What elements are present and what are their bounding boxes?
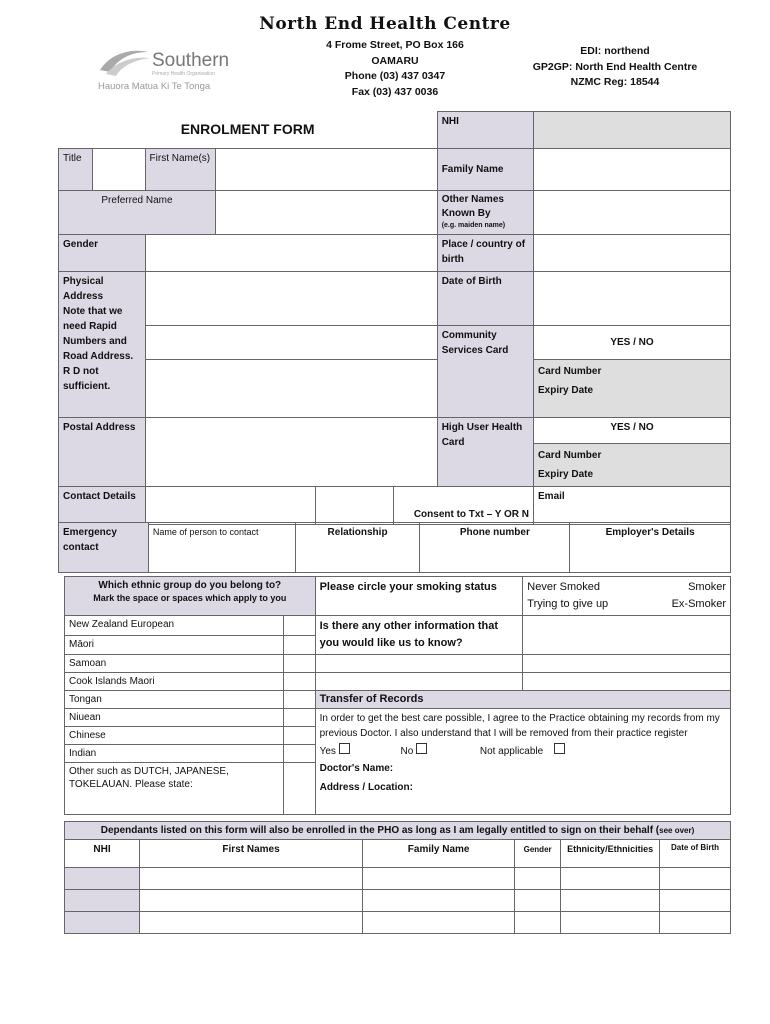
place-of-birth-field[interactable] [534,235,731,272]
dep-cell[interactable] [561,868,660,890]
dep-cell[interactable] [363,912,515,934]
contact-details-label: Contact Details [59,487,146,525]
emergency-contact-label: Emergency contact [59,523,149,573]
email-field[interactable]: Email [534,487,731,525]
ethnic-option: Chinese [65,727,284,745]
enrolment-table [58,111,731,525]
ethnic-checkbox[interactable] [283,635,315,655]
transfer-na-checkbox[interactable] [554,743,565,754]
dep-cell[interactable] [363,890,515,912]
logo-sub: Primary Health Organisation [152,71,215,77]
southern-logo [96,44,246,96]
ethnic-checkbox[interactable] [283,727,315,745]
edi-line: NZMC Reg: 18544 [570,76,660,88]
huhc-card-details[interactable] [534,444,731,487]
transfer-na: Not applicable [479,746,544,757]
preferred-name-field[interactable] [215,191,437,235]
gender-label: Gender [59,235,146,272]
transfer-title: Transfer of Records [315,691,730,709]
dep-col-dob: Date of Birth [660,840,731,868]
dep-cell[interactable] [515,868,561,890]
dep-cell[interactable] [561,912,660,934]
ethnic-checkbox[interactable] [283,673,315,691]
logo-brand: Southern [152,50,230,71]
huhc-yes-no[interactable]: YES / NO [534,418,731,444]
csc-card-details[interactable] [534,360,731,418]
centre-address [300,38,490,100]
name-of-person[interactable]: Name of person to contact [148,523,295,573]
title-field[interactable] [92,149,145,191]
dep-cell[interactable] [140,890,363,912]
edi-info [520,44,710,91]
ethnic-checkbox[interactable] [283,655,315,673]
phone-number[interactable]: Phone number [420,523,570,573]
huhc-label: High User Health Card [437,418,533,487]
huhc-card-number: Card Number [538,450,602,461]
dep-cell[interactable] [140,912,363,934]
dep-cell[interactable] [65,912,140,934]
dep-cell[interactable] [561,890,660,912]
postal-address-label: Postal Address [59,418,146,487]
ethnic-option: New Zealand European [65,616,284,636]
csc-expiry-date: Expiry Date [538,385,594,396]
logo-maori: Hauora Matua Ki Te Tonga [98,81,211,92]
physical-address-note: Note that we need Rapid Numbers and Road Address. [63,306,134,362]
ethnic-option: Niuean [65,709,284,727]
ethnic-option: Tongan [65,691,284,709]
dep-col-gender: Gender [515,840,561,868]
other-info-line[interactable] [523,673,731,691]
other-info-line[interactable] [523,655,731,673]
other-names-text: Other Names Known By [441,194,504,219]
contact-field-2[interactable] [316,487,393,525]
ethnic-checkbox[interactable] [283,745,315,763]
doctor-name[interactable]: Doctor's Name: [319,763,394,774]
dependants-note-text: Dependants listed on this form will also be enrolled in the PHO as long as I am legally entitled to sign on their behalf ( [100,825,660,836]
centre-name: North End Health Centre [259,14,511,34]
dep-col-family-name: Family Name [363,840,515,868]
transfer-section [315,709,730,815]
smoking-option[interactable]: Never Smoked [527,581,601,593]
dob-label: Date of Birth [437,272,533,326]
ethnic-checkbox[interactable] [283,709,315,727]
dep-cell[interactable] [363,868,515,890]
huhc-expiry-date: Expiry Date [538,469,594,480]
dep-cell[interactable] [140,868,363,890]
smoking-question: Please circle your smoking status [315,577,523,616]
dep-cell[interactable] [515,890,561,912]
other-names-field[interactable] [534,191,731,235]
other-info-line[interactable] [315,655,523,673]
ethnic-option: Samoan [65,655,284,673]
nhi-field[interactable] [534,112,731,149]
dependants-table [64,821,731,934]
address-line: Phone (03) 437 0347 [344,70,446,82]
smoking-option[interactable]: Ex-Smoker [671,598,726,610]
ethnic-table [64,576,731,815]
dep-col-ethnicity: Ethnicity/Ethnicities [561,840,660,868]
dep-col-nhi: NHI [65,840,140,868]
family-name-label: Family Name [437,149,533,191]
emergency-table [58,522,731,573]
csc-label: Community Services Card [437,326,533,418]
dep-cell[interactable] [65,890,140,912]
address-line: Fax (03) 437 0036 [351,85,439,98]
form-title: ENROLMENT FORM [180,121,315,138]
physical-address-line1[interactable] [145,272,437,326]
place-of-birth-label: Place / country of birth [437,235,533,272]
csc-card-number: Card Number [538,366,602,377]
consent-txt[interactable]: Consent to Txt – Y OR N [393,487,533,525]
contact-field-1[interactable] [145,487,316,525]
ethnic-option: Cook Islands Maori [65,673,284,691]
dep-cell[interactable] [515,912,561,934]
address-line: OAMARU [371,54,419,67]
ethnic-option: Māori [65,635,284,655]
dob-field[interactable] [534,272,731,326]
gender-field[interactable] [145,235,437,272]
preferred-name-label: Preferred Name [59,191,216,235]
ethnic-question [65,577,316,616]
ethnic-other: Other such as DUTCH, JAPANESE, TOKELAUAN. Please state: [65,763,284,815]
address-location[interactable]: Address / Location: [319,782,413,793]
edi-line: GP2GP: North End Health Centre [532,60,698,73]
transfer-yes-checkbox[interactable] [339,743,350,754]
csc-yes-no[interactable]: YES / NO [534,326,731,360]
transfer-no-checkbox[interactable] [416,743,427,754]
dep-cell[interactable] [65,868,140,890]
ethnic-checkbox[interactable] [283,691,315,709]
dependants-note-small: see over) [659,826,695,835]
dep-cell[interactable] [660,868,731,890]
family-name-field[interactable] [534,149,731,191]
dep-cell[interactable] [660,890,731,912]
first-names-label: First Name(s) [145,149,215,191]
postal-address-field[interactable] [145,418,437,487]
physical-address-line2[interactable] [145,326,437,360]
dependants-note [65,822,731,840]
employer-details[interactable]: Employer's Details [570,523,731,573]
address-line: 4 Frome Street, PO Box 166 [326,39,464,51]
smoking-option[interactable]: Smoker [688,581,726,593]
physical-address-note2: R D not sufficient. [63,366,111,392]
relationship[interactable]: Relationship [295,523,420,573]
title-label: Title [59,149,93,191]
other-names-label [437,191,533,235]
smoking-options[interactable] [523,577,731,616]
ethnic-question-text: Which ethnic group do you belong to? [98,580,282,591]
other-info-field[interactable] [523,616,731,655]
ethnic-option: Indian [65,745,284,763]
dep-col-first-names: First Names [140,840,363,868]
ethnic-instruction: Mark the space or spaces which apply to you [93,593,287,603]
smoking-option[interactable]: Trying to give up [527,598,609,610]
other-names-note: (e.g. maiden name) [441,222,506,229]
physical-address-line3[interactable] [145,360,437,418]
ethnic-checkbox[interactable] [283,616,315,636]
nhi-label: NHI [437,112,533,149]
physical-address-text: Physical Address [63,276,104,302]
transfer-text: In order to get the best care possible, I agree to the Practice obtaining my records from my previous Doctor. I also understand that I will be removed from their practice register [319,713,720,739]
logo-swoosh-icon [96,44,152,80]
ethnic-checkbox[interactable] [283,763,315,815]
other-info-question: Is there any other information that you would like us to know? [315,616,523,655]
transfer-yes: Yes [319,746,336,757]
transfer-no: No [400,746,414,757]
dep-cell[interactable] [660,912,731,934]
physical-address-label [59,272,146,418]
other-info-line[interactable] [315,673,523,691]
edi-line: EDI: northend [580,45,650,57]
first-names-field[interactable] [215,149,437,191]
